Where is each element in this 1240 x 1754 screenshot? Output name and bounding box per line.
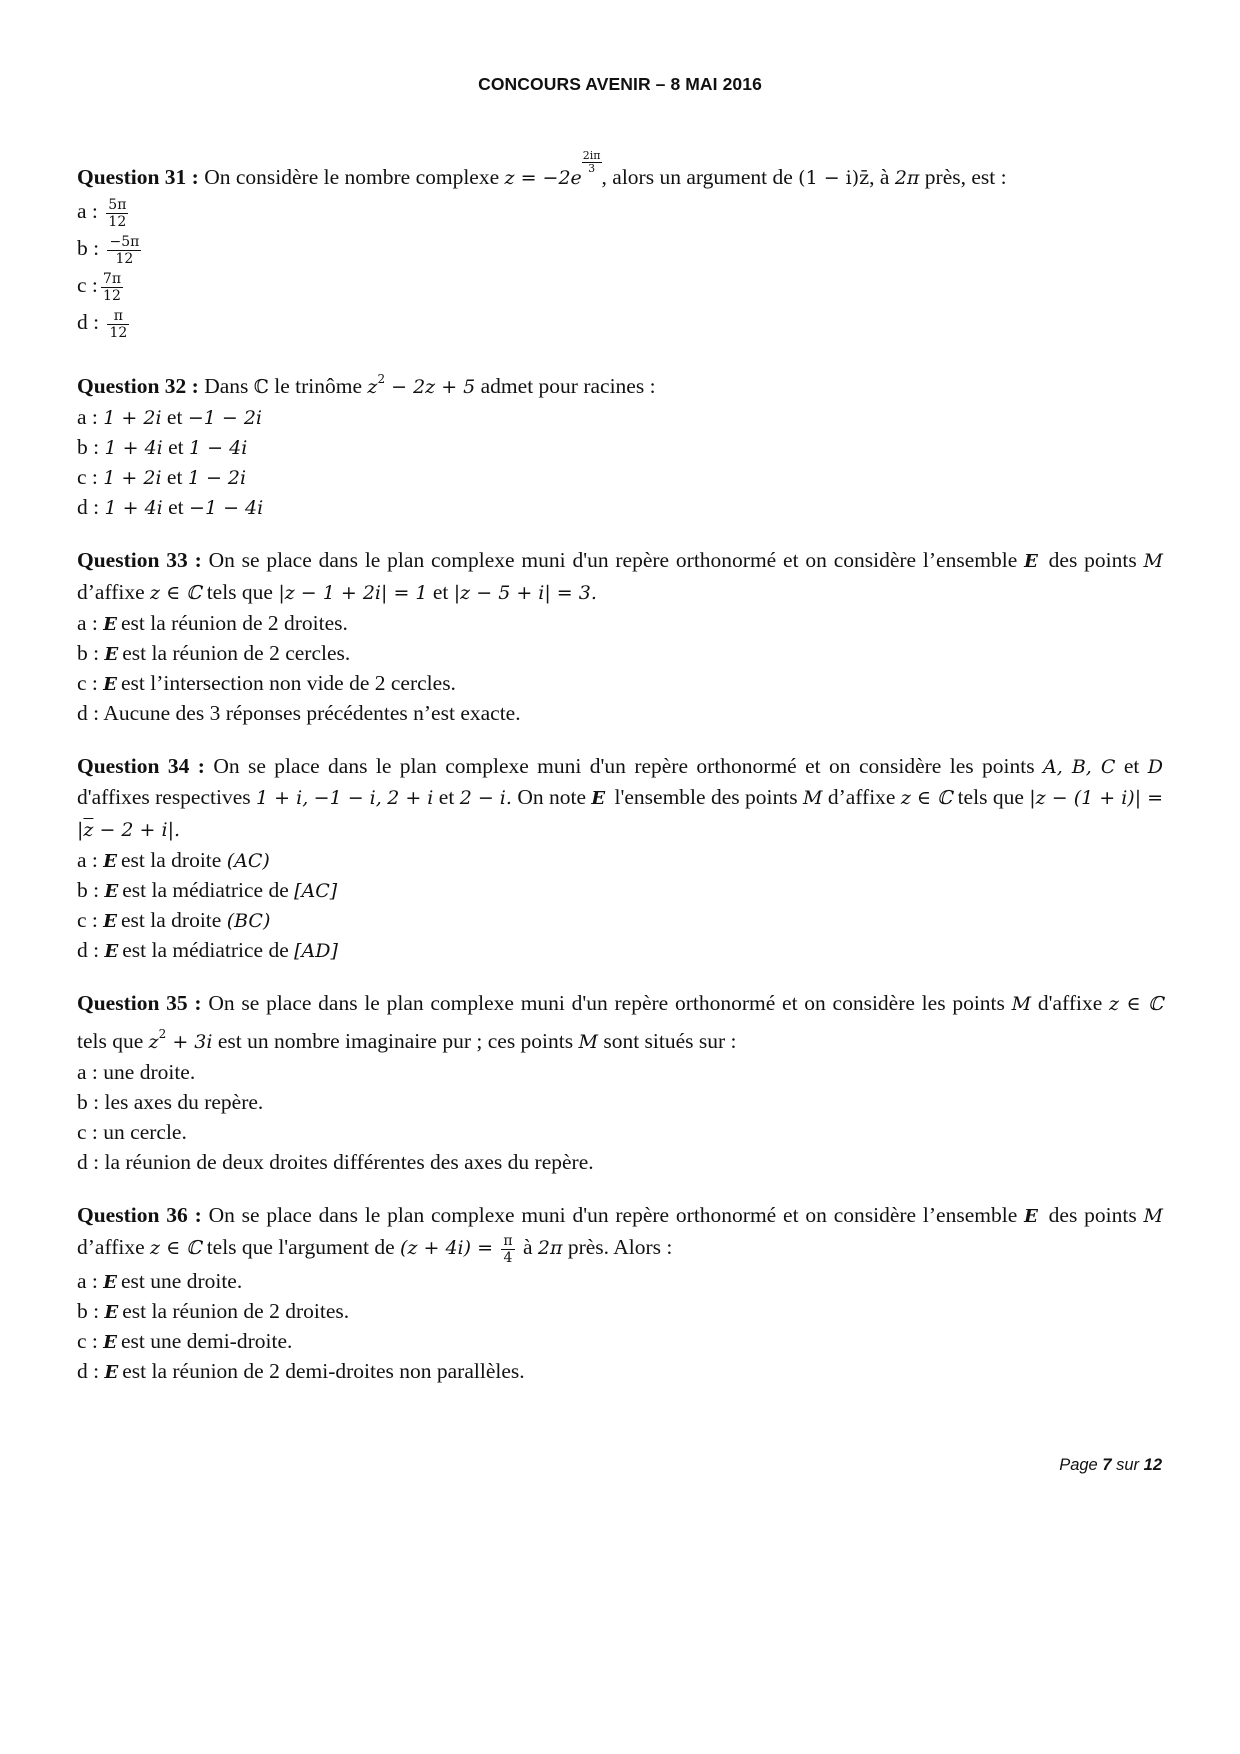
question-31-statement	[77, 150, 1163, 193]
math-expression: + 3i	[166, 1031, 213, 1053]
choice-text: est la droite	[121, 848, 222, 872]
choice-prefix: c :	[77, 671, 98, 695]
set-symbol: E	[104, 1301, 119, 1323]
question-31-label: Question 31 :	[77, 165, 199, 189]
math-expression: |z − 5 + i| = 3.	[453, 582, 597, 604]
math-expression: z	[148, 1031, 159, 1053]
choice-c[interactable]	[77, 267, 1163, 304]
choice-c[interactable]	[77, 668, 1163, 698]
choice-math: [AC]	[294, 880, 338, 902]
question-36-label: Question 36 :	[77, 1203, 202, 1227]
fraction-numerator: −5π	[109, 233, 140, 250]
of-word: sur	[1116, 1456, 1140, 1474]
fraction-denominator: 12	[109, 324, 128, 341]
choice-a[interactable]	[77, 608, 1163, 638]
math-expression: |z − 1 + 2i| = 1	[278, 582, 428, 604]
statement-text: et	[1123, 754, 1140, 778]
root-1: 1 + 2i	[103, 407, 162, 429]
choice-a[interactable]	[77, 1057, 1163, 1087]
choice-prefix: d :	[77, 938, 100, 962]
choice-prefix: d :	[77, 1358, 100, 1383]
fraction-denominator: 4	[503, 1249, 513, 1266]
complex-set-symbol: ℂ	[253, 376, 269, 398]
choice-prefix: b :	[77, 641, 100, 665]
choice-text: un cercle.	[103, 1120, 187, 1144]
question-34-label: Question 34 :	[77, 754, 205, 778]
point-label: M	[578, 1031, 598, 1053]
statement-text: On note	[517, 785, 587, 809]
statement-text: d'affixes respectives	[77, 785, 251, 809]
math-expression: 2 + i	[387, 787, 434, 809]
page-word: Page	[1059, 1456, 1098, 1474]
question-33-statement	[77, 545, 1163, 608]
statement-text: l'ensemble des points	[614, 785, 798, 809]
choice-fraction	[101, 271, 123, 304]
choice-fraction	[106, 197, 128, 230]
set-symbol: E	[104, 941, 119, 962]
set-symbol: E	[591, 788, 606, 809]
fraction-numerator: 7π	[102, 270, 122, 287]
choice-c[interactable]	[77, 1326, 1163, 1356]
math-expression: 2π	[537, 1237, 563, 1259]
root-1: 1 + 4i	[104, 497, 163, 519]
fraction-numerator: 5π	[108, 196, 127, 213]
choice-text: Aucune des 3 réponses précédentes n’est exacte.	[103, 701, 521, 725]
math-expression: z ∈ ℂ	[150, 1237, 202, 1259]
set-symbol: E	[103, 1271, 118, 1293]
math-expression: 2 − i.	[459, 787, 512, 809]
choice-fraction	[107, 234, 141, 267]
choice-c[interactable]	[77, 462, 1163, 492]
choice-prefix: b :	[77, 878, 100, 902]
statement-text: à	[522, 1235, 533, 1259]
set-symbol: E	[103, 674, 118, 695]
fraction-denominator: 12	[115, 250, 134, 267]
choice-d[interactable]	[77, 698, 1163, 728]
choice-math: (BC)	[226, 910, 271, 932]
choice-c[interactable]	[77, 905, 1163, 935]
page-total: 12	[1143, 1456, 1162, 1474]
choice-separator: et	[168, 435, 184, 459]
question-32-statement	[77, 364, 1163, 402]
choice-d[interactable]	[77, 935, 1163, 965]
choice-prefix: d :	[77, 701, 100, 725]
question-31	[77, 150, 1163, 341]
math-expression: z	[367, 376, 378, 398]
choice-prefix: b :	[77, 1090, 100, 1114]
fraction-denominator: 12	[103, 287, 121, 304]
statement-text: et	[438, 785, 455, 809]
statement-text: admet pour racines :	[480, 374, 656, 398]
question-36-statement	[77, 1200, 1163, 1266]
choice-prefix: a :	[77, 199, 98, 223]
math-exponent: 2	[377, 372, 386, 386]
point-labels: A, B, C	[1042, 756, 1116, 778]
choice-math: [AD]	[294, 940, 338, 962]
choice-d[interactable]	[77, 304, 1163, 341]
set-symbol: E	[104, 644, 119, 665]
math-expression: (1 − i)z̄	[798, 167, 870, 189]
choice-a[interactable]	[77, 193, 1163, 230]
point-label: M	[1143, 1205, 1164, 1227]
choice-a[interactable]	[77, 845, 1163, 875]
question-32-label: Question 32 :	[77, 374, 199, 398]
root-2: −1 − 4i	[189, 497, 264, 519]
conjugate-z: $\overline{z}$	[83, 819, 94, 841]
choice-text: une droite.	[103, 1060, 196, 1084]
set-symbol: E	[103, 911, 118, 932]
choice-text: la réunion de deux droites différentes des axes du repère.	[104, 1150, 594, 1174]
page-number: 7	[1102, 1456, 1112, 1474]
root-2: −1 − 2i	[187, 407, 263, 429]
root-1: 1 + 2i	[103, 467, 162, 489]
statement-text: près, est :	[924, 165, 1007, 189]
statement-text: sont situés sur :	[603, 1029, 737, 1053]
choice-text: est la médiatrice de	[122, 878, 289, 902]
choice-text: les axes du repère.	[104, 1090, 264, 1114]
choice-b[interactable]	[77, 875, 1163, 905]
exponent-fraction	[582, 150, 602, 175]
math-expression: z = −2e	[504, 167, 582, 189]
fraction-denominator: 12	[108, 213, 127, 230]
choice-prefix: a :	[77, 848, 98, 872]
choice-prefix: d :	[77, 310, 100, 334]
math-expression: z ∈ ℂ	[150, 582, 202, 604]
choice-prefix: d :	[77, 495, 100, 519]
statement-text: On considère le nombre complexe	[204, 165, 500, 189]
choice-a[interactable]	[77, 402, 1163, 432]
math-expression: z ∈ ℂ	[1109, 993, 1164, 1015]
root-2: 1 − 2i	[187, 467, 247, 489]
math-expression: (z + 4i) =	[400, 1237, 493, 1259]
choice-prefix: c :	[77, 908, 98, 932]
statement-text: On se place dans le plan complexe muni d'un repère orthonormé et on considère les points	[208, 991, 1005, 1015]
math-expression: z ∈ ℂ	[900, 787, 953, 809]
statement-text: d’affixe	[827, 785, 896, 809]
math-expression: −1 − i,	[313, 787, 382, 809]
question-35-statement	[77, 988, 1163, 1057]
choice-prefix: d :	[77, 1150, 100, 1174]
root-1: 1 + 4i	[104, 437, 163, 459]
math-expression: |z − (1 + i)| = |	[77, 787, 1164, 841]
choice-d[interactable]	[77, 492, 1163, 522]
point-label: M	[1011, 993, 1032, 1015]
choice-prefix: c :	[77, 1120, 98, 1144]
statement-text: d’affixe	[77, 580, 145, 604]
statement-text: est un nombre imaginaire pur ; ces points	[217, 1029, 574, 1053]
statement-text: et	[432, 580, 449, 604]
choice-prefix: a :	[77, 1268, 98, 1293]
choice-prefix: a :	[77, 611, 98, 635]
set-symbol: E	[104, 881, 119, 902]
choice-prefix: c :	[77, 273, 98, 297]
choice-d[interactable]	[77, 1147, 1163, 1177]
statement-text: On se place dans le plan complexe muni d'un repère orthonormé et on considère l’ensemble	[208, 1203, 1018, 1227]
statement-text: des points	[1048, 548, 1137, 572]
choice-prefix: b :	[77, 435, 100, 459]
choice-separator: et	[166, 465, 183, 489]
choice-c[interactable]	[77, 1117, 1163, 1147]
choice-prefix: a :	[77, 405, 98, 429]
question-35-label: Question 35 :	[77, 991, 202, 1015]
page-header	[0, 74, 1240, 95]
statement-text: Dans	[204, 374, 249, 398]
choice-prefix: c :	[77, 465, 98, 489]
choice-fraction	[107, 308, 129, 341]
math-exponent: 2	[158, 1027, 167, 1041]
statement-text: des points	[1048, 1203, 1137, 1227]
choice-separator: et	[168, 495, 184, 519]
choice-a[interactable]	[77, 1266, 1163, 1296]
statement-text: tels que	[957, 785, 1024, 809]
choice-separator: et	[166, 405, 183, 429]
choice-prefix: c :	[77, 1328, 98, 1353]
choice-text: est la réunion de 2 cercles.	[122, 641, 351, 665]
statement-text: d’affixe	[77, 1235, 145, 1259]
point-label: M	[802, 787, 823, 809]
statement-text: tels que	[77, 1029, 144, 1053]
statement-text: le trinôme	[274, 374, 363, 398]
statement-text: , à	[869, 165, 890, 189]
exponent-numerator: 2iπ	[582, 149, 601, 162]
point-label: M	[1143, 550, 1164, 572]
math-expression: 1 + i,	[256, 787, 309, 809]
fraction-numerator: π	[107, 308, 129, 325]
question-34	[77, 751, 1163, 965]
questions-content	[77, 150, 1163, 1409]
statement-text: On se place dans le plan complexe muni d'un repère orthonormé et on considère les points	[213, 754, 1035, 778]
choice-b[interactable]	[77, 1087, 1163, 1117]
point-label: D	[1147, 756, 1163, 778]
set-symbol: E	[1024, 551, 1038, 572]
question-33-label: Question 33 :	[77, 548, 202, 572]
exam-title: CONCOURS AVENIR – 8 MAI 2016	[478, 74, 762, 94]
set-symbol: E	[103, 851, 118, 872]
statement-text: tels que	[206, 580, 273, 604]
choice-text: est une droite.	[121, 1268, 243, 1293]
statement-text: On se place dans le plan complexe muni d'un repère orthonormé et on considère l’ensemble	[208, 548, 1018, 572]
statement-text: près. Alors :	[567, 1235, 673, 1259]
set-symbol: E	[1024, 1206, 1038, 1227]
fraction-numerator: π	[503, 1232, 513, 1249]
root-2: 1 − 4i	[189, 437, 248, 459]
choice-b[interactable]	[77, 1296, 1163, 1326]
choice-prefix: b :	[77, 236, 100, 260]
choice-b[interactable]	[77, 230, 1163, 267]
set-symbol: E	[103, 614, 118, 635]
question-32	[77, 364, 1163, 522]
choice-text: est la réunion de 2 droites.	[121, 611, 348, 635]
question-34-statement	[77, 751, 1163, 845]
choice-prefix: a :	[77, 1060, 98, 1084]
choice-text: est la réunion de 2 droites.	[122, 1298, 350, 1323]
exponent-denominator: 3	[588, 162, 596, 175]
choice-prefix: b :	[77, 1298, 100, 1323]
set-symbol: E	[104, 1361, 119, 1383]
choice-text: est la réunion de 2 demi-droites non parallèles.	[122, 1358, 525, 1383]
fraction	[501, 1233, 514, 1266]
choice-math: (AC)	[226, 850, 270, 872]
statement-text: , alors un argument de	[601, 165, 793, 189]
statement-text: d'affixe	[1037, 991, 1103, 1015]
set-symbol: E	[103, 1331, 118, 1353]
choice-text: est la droite	[121, 908, 222, 932]
math-expression: − 2 + i|.	[93, 819, 181, 841]
statement-text: tels que l'argument de	[206, 1235, 395, 1259]
choice-text: est la médiatrice de	[122, 938, 289, 962]
question-36	[77, 1200, 1163, 1386]
page-footer	[1059, 1456, 1162, 1475]
choice-b[interactable]	[77, 638, 1163, 668]
question-33	[77, 545, 1163, 728]
choice-text: est l’intersection non vide de 2 cercles.	[121, 671, 456, 695]
choice-d[interactable]	[77, 1356, 1163, 1386]
choice-b[interactable]	[77, 432, 1163, 462]
math-expression: 2π	[894, 167, 920, 189]
math-expression: − 2z + 5	[385, 376, 476, 398]
question-35	[77, 988, 1163, 1177]
choice-text: est une demi-droite.	[121, 1328, 293, 1353]
